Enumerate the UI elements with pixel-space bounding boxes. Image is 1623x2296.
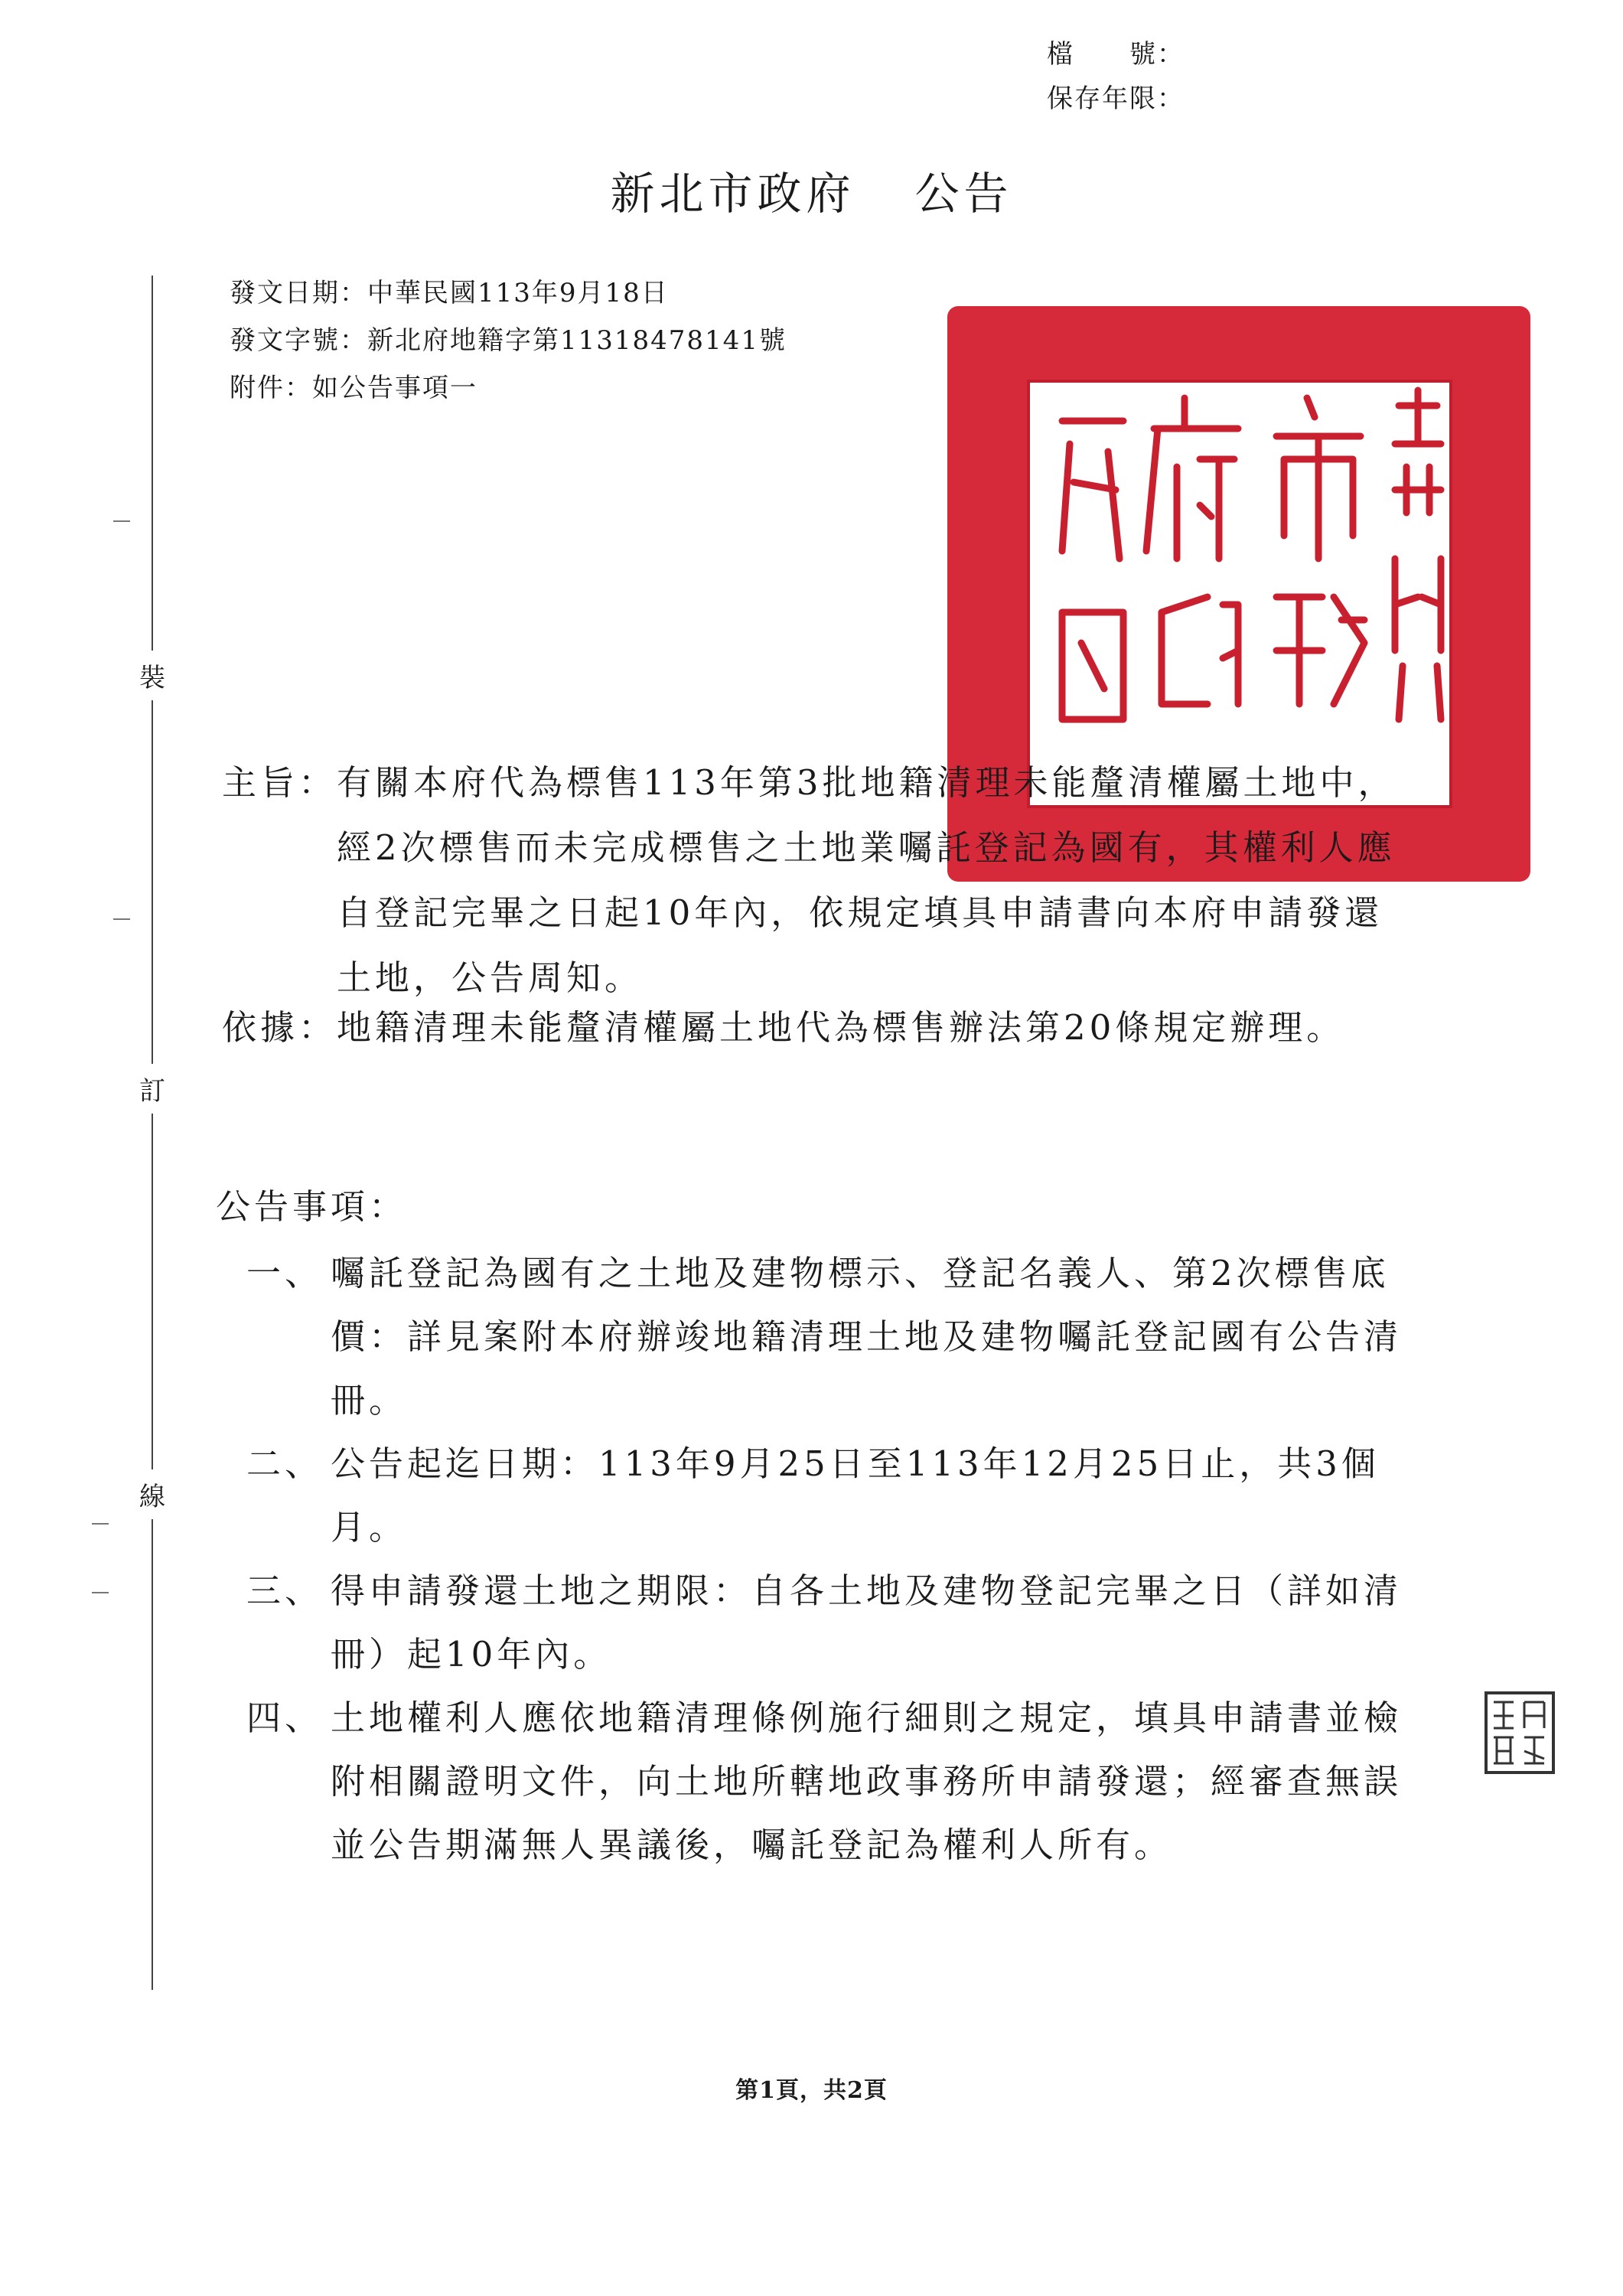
notice-item xyxy=(246,1432,1417,1559)
subject-section xyxy=(222,750,1416,1010)
notice-item xyxy=(246,1686,1417,1877)
notice-item-text: 公告起迄日期：113年9月25日至113年12月25日止，共3個月。 xyxy=(331,1443,1380,1548)
attachment-note: 附件：如公告事項一 xyxy=(230,373,477,403)
document-meta xyxy=(230,269,787,412)
notice-item-number: 三、 xyxy=(246,1570,324,1611)
binding-line xyxy=(152,276,153,1990)
notice-item-text: 土地權利人應依地籍清理條例施行細則之規定，填具申請書並檢附相關證明文件，向土地所轄地政事務所申請發還；經審查無誤並公告期滿無人異議後，囑託登記為權利人所有。 xyxy=(331,1698,1403,1865)
subject-text: 有關本府代為標售113年第3批地籍清理未能釐清權屬土地中，經2次標售而未完成標售之土地業囑託登記為國有，其權利人應自登記完畢之日起10年內，依規定填具申請書向本府申請發還土地，公告周知。 xyxy=(337,762,1396,998)
notice-item-text: 得申請發還土地之期限：自各土地及建物登記完畢之日（詳如清冊）起10年內。 xyxy=(331,1570,1403,1675)
notice-item-number: 一、 xyxy=(246,1253,324,1293)
notice-item-number: 二、 xyxy=(246,1443,324,1484)
basis-text: 地籍清理未能釐清權屬土地代為標售辦法第20條規定辦理。 xyxy=(337,1007,1345,1048)
notice-heading: 公告事項： xyxy=(216,1186,408,1227)
binding-mark-xian: 線 xyxy=(130,1469,174,1519)
notice-item-number: 四、 xyxy=(246,1698,324,1738)
subject-label: 主旨： xyxy=(222,762,337,803)
notice-item xyxy=(246,1241,1417,1432)
binding-dash xyxy=(113,918,130,920)
basis-section xyxy=(222,995,1416,1060)
small-official-stamp xyxy=(1483,1690,1556,1776)
notice-item xyxy=(246,1559,1417,1686)
binding-mark-ding: 訂 xyxy=(130,1064,174,1114)
binding-dash xyxy=(113,520,130,522)
file-info xyxy=(1047,32,1185,121)
retention-period-label: 保存年限： xyxy=(1047,83,1185,114)
basis-label: 依據： xyxy=(222,1007,337,1048)
binding-dash xyxy=(92,1523,109,1525)
page-number: 第1頁，共2頁 xyxy=(735,2077,888,2104)
issuer-name: 新北市政府 xyxy=(610,168,855,220)
document-type: 公告 xyxy=(914,168,1013,220)
document-number: 發文字號：新北府地籍字第11318478141號 xyxy=(230,325,787,356)
binding-mark-zhuang: 裝 xyxy=(130,651,174,700)
notice-item-text: 囑託登記為國有之土地及建物標示、登記名義人、第2次標售底價：詳見案附本府辦竣地籍清理土地及建物囑託登記國有公告清冊。 xyxy=(331,1253,1403,1420)
file-number-label: 檔 號： xyxy=(1047,39,1185,70)
binding-dash xyxy=(92,1592,109,1593)
document-title xyxy=(0,158,1623,222)
issue-date: 發文日期：中華民國113年9月18日 xyxy=(230,278,669,308)
notice-items xyxy=(246,1241,1417,1877)
